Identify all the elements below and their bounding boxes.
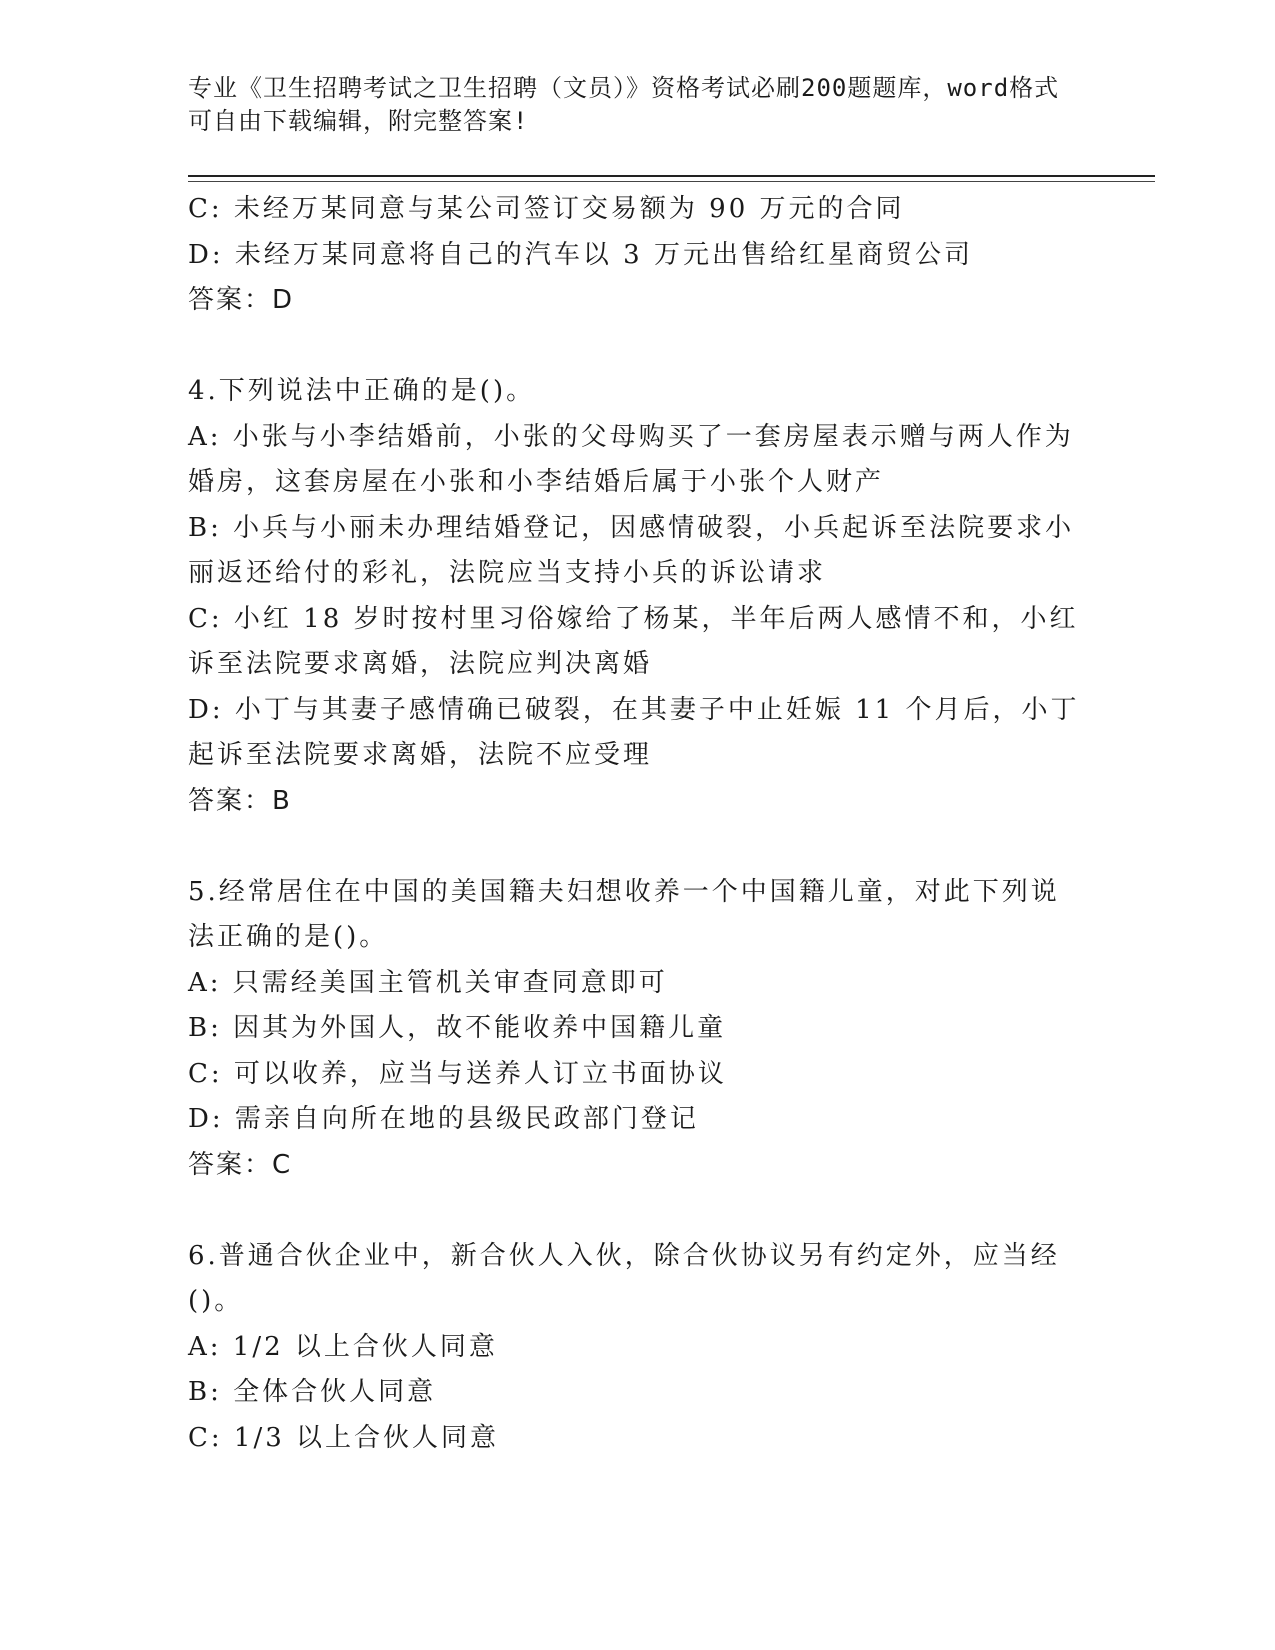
question-text-cont: ()。 <box>188 1286 244 1316</box>
option-d: D: 需亲自向所在地的县级民政部门登记 <box>188 1104 699 1134</box>
spacer <box>188 1188 1068 1234</box>
option-b: B: 小兵与小丽未办理结婚登记，因感情破裂，小兵起诉至法院要求小 <box>188 512 1075 543</box>
document-header <box>188 72 1068 138</box>
option-c: C: 未经万某同意与某公司签订交易额为 90 万元的合同 <box>188 194 905 224</box>
option-b: B: 全体合伙人同意 <box>188 1377 437 1407</box>
question-text-cont: 法正确的是()。 <box>188 922 389 952</box>
spacer <box>188 324 1068 370</box>
question-text: 6.普通合伙企业中，新合伙人入伙，除合伙协议另有约定外，应当经 <box>188 1240 1060 1271</box>
option-a: A: 只需经美国主管机关审查同意即可 <box>188 967 668 998</box>
question-text: 4.下列说法中正确的是()。 <box>188 376 536 406</box>
option-d: D: 小丁与其妻子感情确已破裂，在其妻子中止妊娠 11 个月后，小丁 <box>188 694 1080 725</box>
option-d-cont: 起诉至法院要求离婚，法院不应受理 <box>188 740 653 770</box>
question-6 <box>188 1234 1068 1462</box>
option-a-cont: 婚房，这套房屋在小张和小李结婚后属于小张个人财产 <box>188 467 885 497</box>
option-c: C: 小红 18 岁时按村里习俗嫁给了杨某，半年后两人感情不和，小红 <box>188 603 1079 634</box>
answer: 答案：C <box>188 1149 293 1180</box>
option-c: C: 1/3 以上合伙人同意 <box>188 1422 500 1453</box>
document-body <box>188 187 1080 1461</box>
spacer <box>188 824 1068 870</box>
header-divider-thick <box>188 175 1155 177</box>
question-4 <box>188 369 1080 824</box>
option-c: C: 可以收养，应当与送养人订立书面协议 <box>188 1058 727 1089</box>
option-b: B: 因其为外国人，故不能收养中国籍儿童 <box>188 1013 727 1043</box>
header-divider-thin <box>188 181 1155 182</box>
option-b-cont: 丽返还给付的彩礼，法院应当支持小兵的诉讼请求 <box>188 558 827 588</box>
header-line-2: 可自由下载编辑，附完整答案! <box>188 107 529 135</box>
option-a: A: 小张与小李结婚前，小张的父母购买了一套房屋表示赠与两人作为 <box>188 421 1074 452</box>
header-line-1: 专业《卫生招聘考试之卫生招聘（文员）》资格考试必刷200题题库，word格式 <box>188 74 1060 102</box>
option-d: D: 未经万某同意将自己的汽车以 3 万元出售给红星商贸公司 <box>188 239 973 270</box>
answer: 答案：D <box>188 285 295 315</box>
option-c-cont: 诉至法院要求离婚，法院应判决离婚 <box>188 649 653 679</box>
question-text: 5.经常居住在中国的美国籍夫妇想收养一个中国籍儿童，对此下列说 <box>188 876 1060 907</box>
option-a: A: 1/2 以上合伙人同意 <box>188 1331 498 1362</box>
question-3-tail <box>188 187 1068 324</box>
question-5 <box>188 870 1068 1189</box>
answer: 答案：B <box>188 785 292 816</box>
